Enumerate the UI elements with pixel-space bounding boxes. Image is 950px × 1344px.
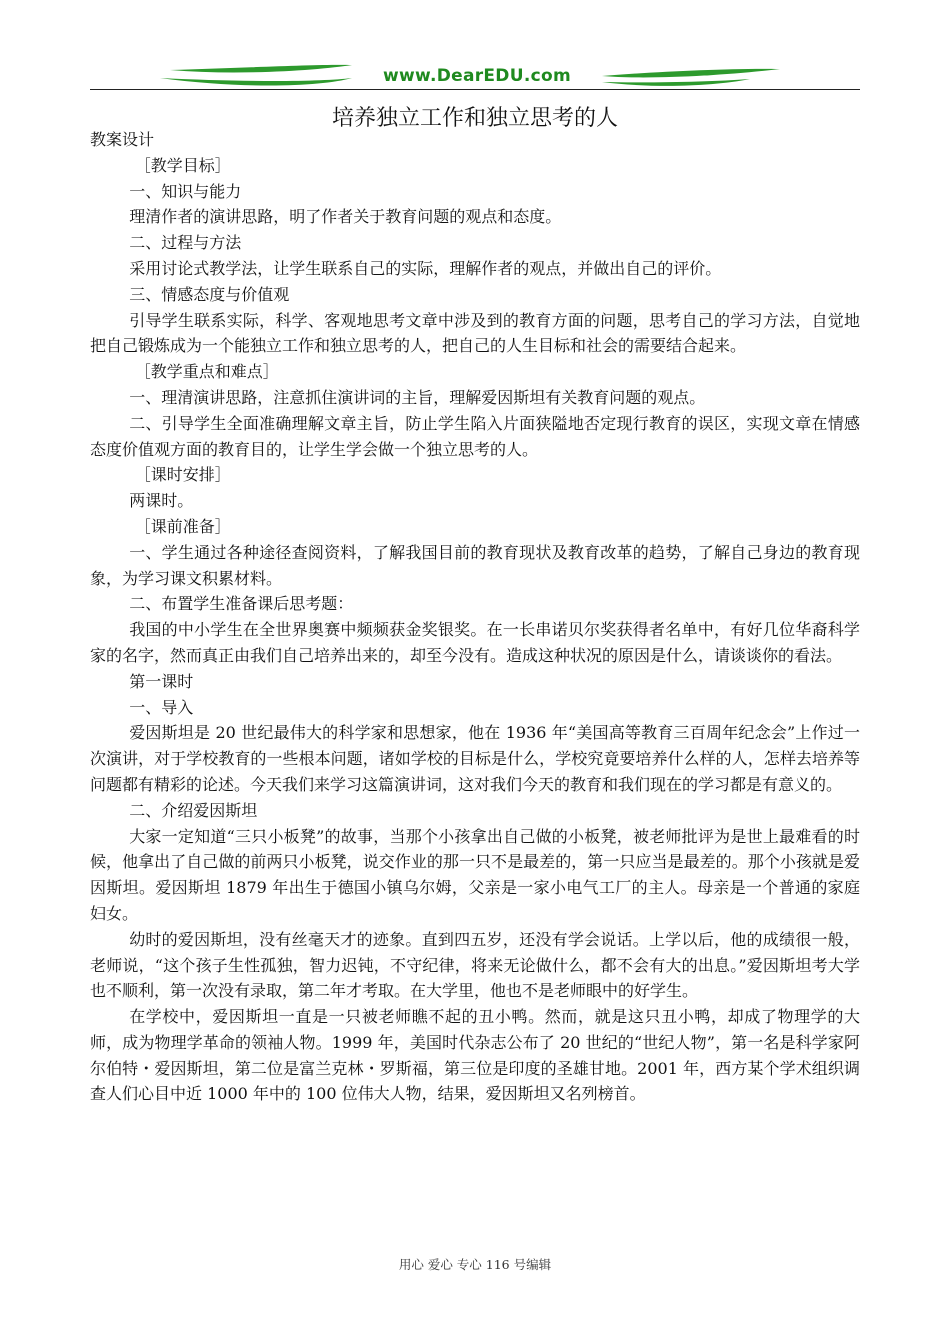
- paragraph: 一、理清演讲思路，注意抓住演讲词的主旨，理解爱因斯坦有关教育问题的观点。: [129, 387, 706, 407]
- paragraph: 二、介绍爱因斯坦: [129, 800, 258, 820]
- paragraph: 二、引导学生全面准确理解文章主旨，防止学生陷入片面狭隘地否定现行教育的误区，实现文章在情感态度价值观方面的教育目的，让学生学会做一个独立思考的人。: [90, 413, 860, 459]
- paragraph: 二、过程与方法: [129, 233, 242, 253]
- paragraph: 一、知识与能力: [129, 181, 242, 201]
- paragraph: ［教学目标］: [134, 155, 231, 175]
- paragraph: 三、情感态度与价值观: [129, 284, 290, 304]
- document-body: [90, 127, 860, 1107]
- paragraph: ［课前准备］: [134, 516, 231, 536]
- header-divider: [90, 89, 860, 90]
- paragraph: ［课时安排］: [134, 465, 231, 485]
- paragraph: 大家一定知道“三只小板凳”的故事，当那个小孩拿出自己做的小板凳，被老师批评为是世上最难看的时候，他拿出了自己做的前两只小板凳，说交作业的那一只不是最差的，第一只应当是最差的。那个小孩就是爱因斯坦。爱因斯坦 1879 年出生于德国小镇乌尔姆，父亲是一家小电气工厂的主人。母亲是一个普通的家庭妇女。: [90, 826, 860, 923]
- paragraph: 两课时。: [129, 491, 194, 511]
- paragraph: 采用讨论式教学法，让学生联系自己的实际，理解作者的观点，并做出自己的评价。: [129, 258, 722, 278]
- paragraph: 教案设计: [90, 130, 155, 149]
- paragraph: 一、导入: [129, 697, 194, 717]
- paragraph: 引导学生联系实际，科学、客观地思考文章中涉及到的教育方面的问题，思考自己的学习方法，自觉地把自己锻炼成为一个能独立工作和独立思考的人，把自己的人生目标和社会的需要结合起来。: [90, 310, 860, 356]
- document-title: 培养独立工作和独立思考的人: [331, 106, 618, 131]
- paragraph: 幼时的爱因斯坦，没有丝毫天才的迹象。直到四五岁，还没有学会说话。上学以后，他的成绩很一般，老师说，“这个孩子生性孤独，智力迟钝，不守纪律，将来无论做什么，都不会有大的出息。”爱因斯坦考大学也不顺利，第一次没有录取，第二年才考取。在大学里，他也不是老师眼中的好学生。: [90, 929, 860, 1001]
- paragraph: 二、布置学生准备课后思考题：: [129, 594, 354, 614]
- paragraph: ［教学重点和难点］: [134, 362, 279, 382]
- paragraph: 第一课时: [129, 671, 194, 691]
- site-header: [90, 56, 860, 92]
- paragraph: 爱因斯坦是 20 世纪最伟大的科学家和思想家，他在 1936 年“美国高等教育三百周年纪念会”上作过一次演讲，对于学校教育的一些根本问题，诸如学校的目标是什么，学校究竟要培养什么样的人，怎样去培养等问题都有精彩的论述。今天我们来学习这篇演讲词，这对我们今天的教育和我们现在的学习都是有意义的。: [90, 723, 860, 794]
- page-footer: 用心 爱心 专心 116 号编辑: [398, 1257, 552, 1272]
- paragraph: 在学校中，爱因斯坦一直是一只被老师瞧不起的丑小鸭。然而，就是这只丑小鸭，却成了物理学的大师，成为物理学革命的领袖人物。1999 年，美国时代杂志公布了 20 世纪的“世纪人物”，第一名是科学家阿尔伯特・爱因斯坦，第二位是富兰克林・罗斯福，第三位是印度的圣雄甘地。2001 年，西方某个学术组织调查人们心目中近 1000 年中的 100 位伟大人物，结果，爱因斯坦又名列榜首。: [90, 1007, 860, 1104]
- paragraph: 理清作者的演讲思路，明了作者关于教育问题的观点和态度。: [129, 207, 562, 227]
- site-logo-text[interactable]: www.DearEDU.com: [383, 66, 571, 86]
- paragraph: 一、学生通过各种途径查阅资料，了解我国目前的教育现状及教育改革的趋势，了解自己身边的教育现象，为学习课文积累材料。: [90, 542, 860, 588]
- paragraph: 我国的中小学生在全世界奥赛中频频获金奖银奖。在一长串诺贝尔奖获得者名单中，有好几位华裔科学家的名字，然而真正由我们自己培养出来的，却至今没有。造成这种状况的原因是什么，请谈谈你的看法。: [90, 620, 860, 665]
